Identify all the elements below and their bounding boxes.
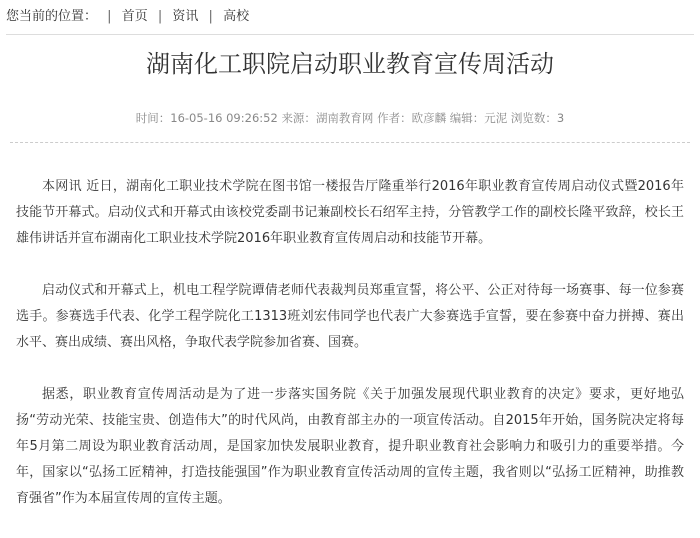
meta-divider	[10, 142, 690, 143]
meta-author: 欧彦麟	[411, 111, 447, 125]
article-paragraph-1: 本网讯 近日，湖南化工职业技术学院在图书馆一楼报告厅隆重举行2016年职业教育宣传周启动仪式暨2016年技能节开幕式。启动仪式和开幕式由该校党委副书记兼副校长石绍军主持，分管教学工作的副校长隆平致辞，校长王雄伟讲话并宣布湖南化工职业技术学院2016年职业教育宣传周启动和技能节开幕。	[16, 179, 684, 246]
breadcrumb-link-college[interactable]: 高校	[223, 9, 250, 24]
meta-source-label: 来源：	[281, 111, 316, 125]
meta-views: 3	[556, 111, 565, 125]
meta-editor-label: 编辑：	[449, 111, 485, 125]
article-body	[16, 174, 684, 538]
meta-time-label: 时间：	[135, 111, 171, 125]
article-paragraph-2: 启动仪式和开幕式上，机电工程学院谭倩老师代表裁判员郑重宣誓，将公平、公正对待每一场赛事、每一位参赛选手。参赛选手代表、化学工程学院化工1313班刘宏伟同学也代表广大参赛选手宣誓，要在参赛中奋力拼搏、赛出水平、赛出成绩、赛出风格，争取代表学院参加省赛、国赛。	[16, 283, 684, 350]
article-paragraph-3: 据悉，职业教育宣传周活动是为了进一步落实国务院《关于加强发展现代职业教育的决定》要求，更好地弘扬“劳动光荣、技能宝贵、创造伟大”的时代风尚，由教育部主办的一项宣传活动。自2015年开始，国务院决定将每年5月第二周设为职业教育活动周，是国家加快发展职业教育，提升职业教育社会影响力和吸引力的重要举措。今年，国家以“弘扬工匠精神，打造技能强国”作为职业教育宣传活动周的宣传主题，我省则以“弘扬工匠精神，助推教育强省”作为本届宣传周的宣传主题。	[16, 387, 684, 506]
breadcrumb-link-home[interactable]: 首页	[121, 9, 148, 24]
breadcrumb	[6, 0, 694, 35]
breadcrumb-separator: |	[157, 9, 163, 24]
article-title: 湖南化工职院启动职业教育宣传周活动	[146, 50, 554, 78]
breadcrumb-prefix: 您当前的位置：	[6, 9, 98, 24]
meta-editor: 元泥	[484, 111, 508, 125]
meta-views-label: 浏览数：	[510, 111, 557, 125]
meta-author-label: 作者：	[377, 111, 412, 125]
meta-time: 16-05-16 09:26:52	[170, 111, 278, 125]
breadcrumb-link-news[interactable]: 资讯	[172, 9, 199, 24]
meta-source: 湖南教育网	[315, 111, 374, 125]
breadcrumb-separator: |	[107, 9, 112, 24]
article-meta	[0, 106, 700, 130]
breadcrumb-separator: |	[208, 9, 213, 24]
